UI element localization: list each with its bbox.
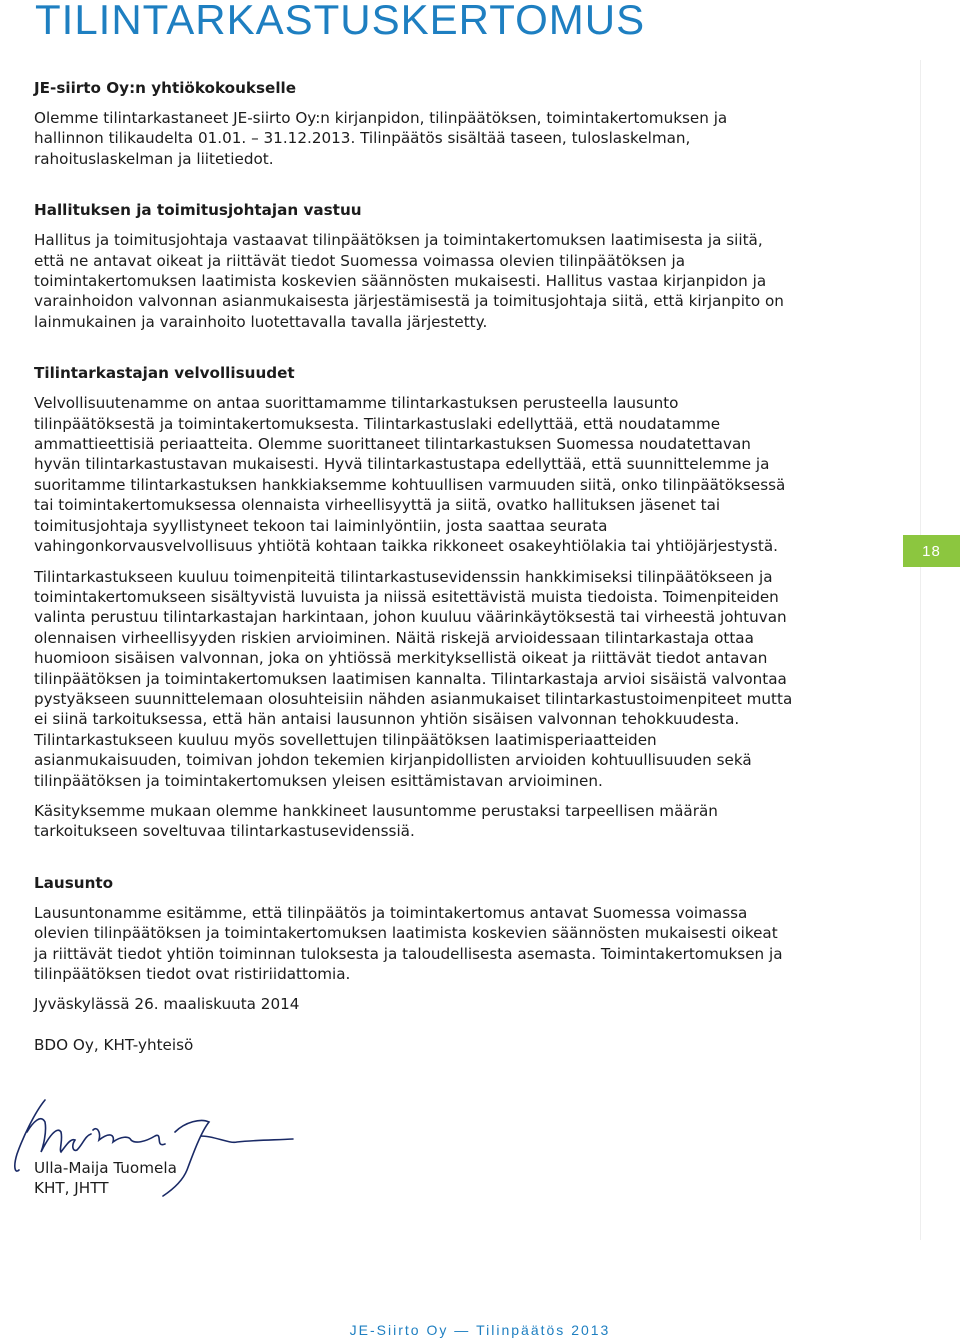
signer-block bbox=[34, 1158, 177, 1199]
audit-report-body bbox=[34, 78, 794, 1055]
intro-paragraph: Olemme tilintarkastaneet JE-siirto Oy:n kirjanpidon, tilinpäätöksen, toimintakertomuksen ja hallinnon tilikaudelta 01.01. – 31.12.2013. Tilinpäätös sisältää taseen, tuloslaskelman, rahoituslaskelman ja liitetiedot. bbox=[34, 109, 728, 168]
board-responsibility-heading: Hallituksen ja toimitusjohtajan vastuu bbox=[34, 201, 362, 220]
auditor-duties-heading: Tilintarkastajan velvollisuudet bbox=[34, 364, 295, 383]
auditor-duties-paragraph-3: Käsityksemme mukaan olemme hankkineet lausuntomme perustaksi tarpeellisen määrän tarkoitukseen soveltuvaa tilintarkastusevidenssiä. bbox=[34, 801, 718, 841]
footer-separator: — bbox=[454, 1322, 471, 1338]
signer-title: KHT, JHTT bbox=[34, 1179, 109, 1198]
opinion-heading: Lausunto bbox=[34, 873, 114, 892]
scan-edge bbox=[920, 60, 921, 1240]
footer-document: Tilinpäätös 2013 bbox=[476, 1322, 611, 1338]
auditor-duties-paragraph-2: Tilintarkastukseen kuuluu toimenpiteitä tilintarkastusevidenssin hankkimiseksi tilinpäätökseen ja toimintakertomukseen sisältyvistä luvuista ja niissä esitettävistä muista tiedoista. Toimenpiteiden valinta perustuu tilintarkastajan harkintaan, johon kuuluu väärinkäytöksestä tai virheestä johtuvan olennaisen virheellisyyden riskien arvioiminen. Näitä riskejä arvioidessaan tilintarkastaja ottaa huomioon sisäisen valvonnan, joka on yhtiössä merkityksellistä oikeat ja riittävät tiedot antavan tilinpäätöksen ja toimintakertomuksen laatimisen kannalta. Tilintarkastaja arvioi sisäistä valvontaa pystyäkseen suunnittelemaan olosuhteisiin nähden asianmukaiset tilintarkastustoimenpiteet mutta ei siinä tarkoituksessa, että hän antaisi lausunnon yhtiön sisäisen valvonnan tehokkuudesta. Tilintarkastukseen kuuluu myös sovellettujen tilinpäätöksen laatimisperiaatteiden asianmukaisuuden, toimivan johdon tekemien kirjanpidollisten arvioiden kohtuullisuuden sekä tilinpäätöksen ja toimintakertomuksen yleisen esittämistavan arvioiminen. bbox=[34, 567, 793, 790]
auditor-duties-paragraph-1: Velvollisuutenamme on antaa suorittamamme tilintarkastuksen perusteella lausunto tilinpäätöksestä ja toimintakertomuksesta. Tilintarkastuslaki edellyttää, että noudatamme ammattieettisiä periaatteita. Olemme suorittaneet tilintarkastuksen Suomessa noudatettavan hyvän tilintarkastustavan mukaisesti. Hyvä tilintarkastustapa edellyttää, että suunnittelemme ja suoritamme tilintarkastuksen hankkiaksemme kohtuullisen varmuuden siitä, onko tilinpäätöksessä tai toimintakertomuksessa olennaista virheellisyyttä ja siitä, ovatko hallituksen jäsenet tai toimitusjohtaja syyllistyneet tekoon tai laiminlyöntiin, josta saattaa seurata vahingonkorvausvelvollisuus yhtiötä kohtaan taikka rikkoneet osakeyhtiölakia tai yhtiöjärjestystä. bbox=[34, 394, 786, 556]
signer-name: Ulla-Maija Tuomela bbox=[34, 1159, 177, 1177]
board-responsibility-paragraph: Hallitus ja toimitusjohtaja vastaavat tilinpäätöksen ja toimintakertomuksen laatimisesta ja siitä, että ne antavat oikeat ja riittävät tiedot Suomessa voimassa olevien tilinpäätöksen ja toimintakertomuksen laatimista koskevien säännösten mukaisesti. Hallitus vastaa kirjanpidon ja varainhoidon valvonnan asianmukaisesta järjestämisestä ja toimitusjohtaja siitä, että kirjanpito on lainmukainen ja varainhoito luotettavalla tavalla järjestetty. bbox=[34, 231, 784, 331]
page-number-tab: 18 bbox=[903, 535, 960, 567]
page-footer bbox=[0, 1322, 960, 1338]
footer-company: JE-Siirto Oy bbox=[349, 1322, 449, 1338]
place-and-date: Jyväskylässä 26. maaliskuuta 2014 bbox=[34, 995, 300, 1014]
page-title: TILINTARKASTUSKERTOMUS bbox=[35, 0, 646, 43]
audit-firm: BDO Oy, KHT-yhteisö bbox=[34, 1035, 194, 1054]
opinion-paragraph: Lausuntonamme esitämme, että tilinpäätös ja toimintakertomus antavat Suomessa voimassa olevien tilinpäätöksen ja toimintakertomuksen laatimista koskevien säännösten mukaisesti oikeat ja riittävät tiedot yhtiön toiminnan tuloksesta ja taloudellisesta asemasta. Toimintakertomuksen ja tilinpäätöksen tiedot ovat ristiriidattomia. bbox=[34, 903, 783, 983]
addressee: JE-siirto Oy:n yhtiökokoukselle bbox=[34, 79, 297, 97]
